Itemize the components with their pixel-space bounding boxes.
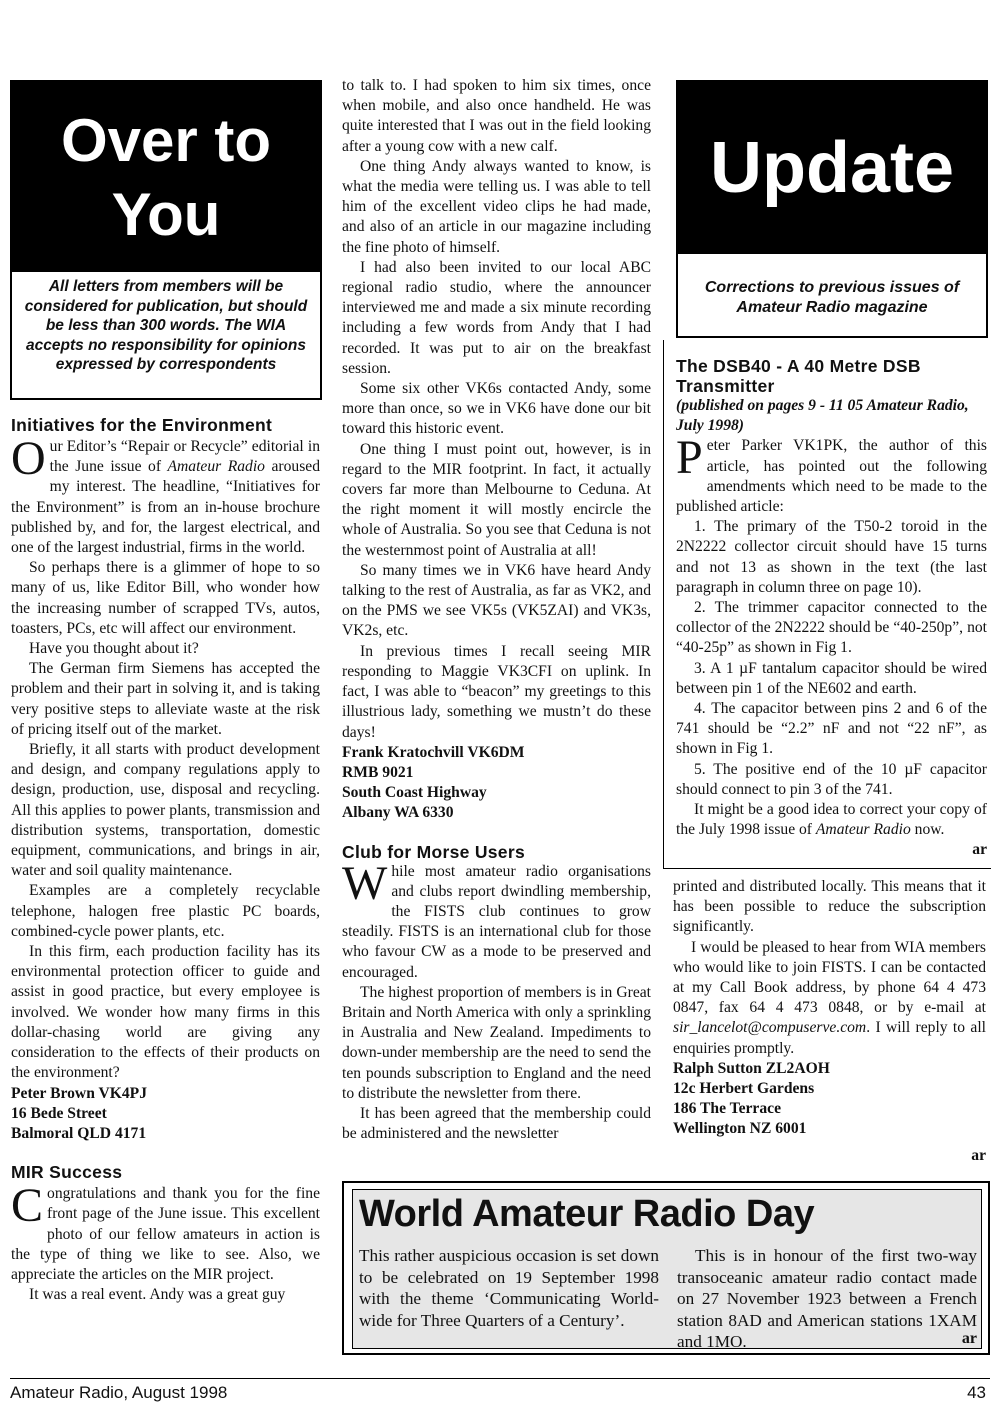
title-line-1: Over to [60,107,272,174]
text: ur Editor’s “Repair or Recycle” editorial in the June issue of [49,438,320,476]
update-title: Update [678,82,986,254]
initiatives-para-3: Have you thought about it? [29,640,199,658]
signature-address-2: Balmoral QLD 4171 [11,1124,147,1142]
drop-cap: C [11,1179,44,1233]
page-number: 43 [967,1383,986,1402]
drop-cap: O [11,432,46,485]
initiatives-para-5: Briefly, it all starts with product development and design, and company regulations apply to design, production, use, disposal and recycling. All this applies to power plants, transmission and distribution systems, transportation, domestic equipment, communications, and brings in air, water and soil quality maintenance. [11,741,320,880]
drop-cap: W [342,856,388,910]
signature-address-2: 186 The Terrace [673,1100,781,1118]
initiatives-para-4: The German firm Siemens has accepted the problem and their part in solving it, and is taking very positive steps to alleviate waste at the risk of pricing itself out of the market. [11,660,320,738]
text: It might be a good idea to correct your copy of the July 1998 issue of [676,801,987,839]
morse-para-1 [342,856,651,983]
over-to-you-title [12,82,320,272]
update-rule-vertical [663,340,664,868]
column-1 [11,415,320,1305]
column-3 [676,356,987,861]
text: I would be pleased to hear from WIA members who would like to join FISTS. I can be contacted at my Call Book address, by phone 64 4 473 0847, fax 64 4 473 0848, or by e-mail at [673,938,986,1017]
mir-para-2-start: It was a real event. Andy was a great guy [29,1286,286,1304]
mir-para-3: One thing Andy always wanted to know, is what the media were telling us. I was able to tell him of the excellent video clips he had made, and also of an article in our magazine including the fine photo of himself. [342,157,651,256]
initiatives-para-1 [11,432,320,558]
dsb-para-5: 4. The capacitor between pins 2 and 6 of the 741 should be “2.2” nF and not “22 nF”, as shown in Fig 1. [676,700,987,758]
text: ongratulations and thank you for the fine front page of the June issue. This excellent photo of our fellow amateurs in action is the type of thing we like to see. Also, we appreciate the articles on the MIR project. [11,1185,320,1283]
dsb-para-3: 2. The trimmer capacitor connected to the collector of the 2N2222 should be “40-250p”, not “40-25p” as shown in Fig 1. [676,599,987,657]
signature-name: Peter Brown VK4PJ [11,1084,147,1102]
mir-para-6: One thing I must point out, however, is in regard to the MIR footprint. In fact, it actually covers far more than Melbourne to Ceduna. At the right moment it will mostly encircle the whole of Australia. So you see that Ceduna is not the westernmost point of Australia at all! [342,440,651,559]
text: . I will reply to all enquiries promptly. [673,1019,986,1057]
magazine-name: Amateur Radio [815,821,911,839]
morse-para-3-cont: printed and distributed locally. This means that it has been possible to reduce the subscription significantly. [673,878,986,936]
dsb-publication-note: (published on pages 9 - 11 05 Amateur Radio, July 1998) [676,397,969,435]
morse-para-4 [673,938,986,1059]
text: eter Parker VK1PK, the author of this article, has pointed out the following amendments which need to be made to the published article: [676,437,987,516]
initiatives-para-7: In this firm, each production facility has its environmental protection officer to guide and assist in good practice, but every employee is involved. We wonder how many firms in this dollar-chasing world are giving any consideration to the effects of their products on the environment? [11,943,320,1082]
dsb-heading: The DSB40 - A 40 Metre DSB Transmitter [676,356,921,396]
signature-address-3: Albany WA 6330 [342,804,454,822]
signature-address-3: Wellington NZ 6001 [673,1120,807,1138]
mir-heading: MIR Success [11,1162,123,1183]
footer-rule [10,1378,990,1379]
initiatives-para-2: So perhaps there is a glimmer of hope to so many of us, like Editor Bill, who wonder how the increasing number of scrapped TVs, autos, toasters, PCs, etc will affect our environment. [11,559,320,637]
signature-address-1: RMB 9021 [342,763,414,781]
world-radio-day-title: World Amateur Radio Day [359,1193,815,1235]
dsb-para-6: 5. The positive end of the 10 µF capacitor should connect to pin 3 of the 741. [676,760,987,798]
end-mark: ar [972,841,987,859]
dsb-para-1 [676,431,987,517]
signature-address-1: 16 Bede Street [11,1104,107,1122]
signature-name: Ralph Sutton ZL2AOH [673,1059,830,1077]
initiatives-heading: Initiatives for the Environment [11,415,273,435]
signature-address-2: South Coast Highway [342,784,487,802]
morse-para-3-start: It has been agreed that the membership could be administered and the newsletter [342,1104,651,1143]
magazine-name: Amateur Radio [167,458,265,476]
mir-para-5: Some six other VK6s contacted Andy, some more than once, so we in VK6 have done our bit toward this historic event. [342,380,651,438]
world-radio-day-left: This rather auspicious occasion is set down to be celebrated on 19 September 1998 with the theme ‘Communicating World-wide for Three Quarters of a Century’. [359,1246,659,1330]
text: now. [910,821,945,839]
initiatives-para-6: Examples are a completely recyclable telephone, halogen free plastic PC boards, combined-cycle power plants, etc. [11,882,320,940]
letters-notice: All letters from members will be considered for publication, but should be less than 300 words. The WIA accepts no responsibility for opinions expressed by correspondents [24,278,308,373]
end-mark: ar [971,1146,986,1164]
dsb-para-7 [676,800,987,840]
footer-publication: Amateur Radio, August 1998 [10,1383,228,1402]
update-rule-bottom [663,868,991,869]
morse-para-2: The highest proportion of members is in Great Britain and North America with only a sprinkling in Australia and New Zealand. Impediments to down-under membership are the need to send the ten pounds subscription to England and the need to distribute the newsletter from there. [342,983,651,1102]
world-radio-day-box [342,1181,990,1355]
mir-para-2-cont: to talk to. I had spoken to him six times, once when mobile, and also once handheld. He was quite interested that I was out in the field looking after a young cow with a new calf. [342,77,651,155]
signature-address-1: 12c Herbert Gardens [673,1080,815,1098]
title-line-2: You [111,181,221,248]
world-radio-day-inner [352,1189,982,1349]
email-address: sir_lancelot@compuserve.com [673,1019,867,1037]
text: hile most amateur radio organisations and clubs report dwindling membership, the FISTS club continues to grow steadily. FISTS is an international club for those who favour CW as a mode to be preserved and encouraged. [342,862,651,981]
text: aroused my interest. The headline, “Initiatives for the Environment” is from an in-house brochure published by, and for, the largest electrical, and one of the largest industrial, firms in the world. [11,458,320,557]
update-box [676,80,988,338]
mir-para-7: So many times we in VK6 have heard Andy talking to the rest of Australia, as far as VK2, and on the PMS we see VK5s (VK5ZAI) and VK3s, VK2s, etc. [342,561,651,640]
morse-heading: Club for Morse Users [342,841,525,862]
over-to-you-box [10,80,322,400]
end-mark: ar [961,1330,977,1347]
dsb-para-4: 3. A 1 µF tantalum capacitor should be wired between pin 1 of the NE602 and earth. [676,659,987,697]
dsb-para-2: 1. The primary of the T50-2 toroid in the 2N2222 collector circuit should have 15 turns and not 13 as shown in the text (the last paragraph in column three on page 10). [676,518,987,596]
drop-cap: P [676,431,703,485]
column-2 [342,76,651,1144]
mir-para-8: In previous times I recall seeing MIR responding to Maggie VK3CFI on uplink. In fact, I was able to “beacon” my greetings to this illustrious lady, something we mustn’t do these days! [342,642,651,741]
world-radio-day-right: This is in honour of the first two-way transoceanic amateur radio contact made on 27 November 1923 between a French station 8AD and American stations 1XAM and 1MO. [677,1246,977,1351]
mir-para-1 [11,1179,320,1285]
column-3-morse [673,877,986,1166]
update-subtitle: Corrections to previous issues of Amateur Radio magazine [704,279,960,316]
mir-para-4: I had also been invited to our local ABC regional radio studio, where the announcer interviewed me and made a six minute recording including a few words from Andy that I had recorded. It was put to air on the breakfast session. [342,258,651,377]
signature-name: Frank Kratochvill VK6DM [342,743,525,761]
